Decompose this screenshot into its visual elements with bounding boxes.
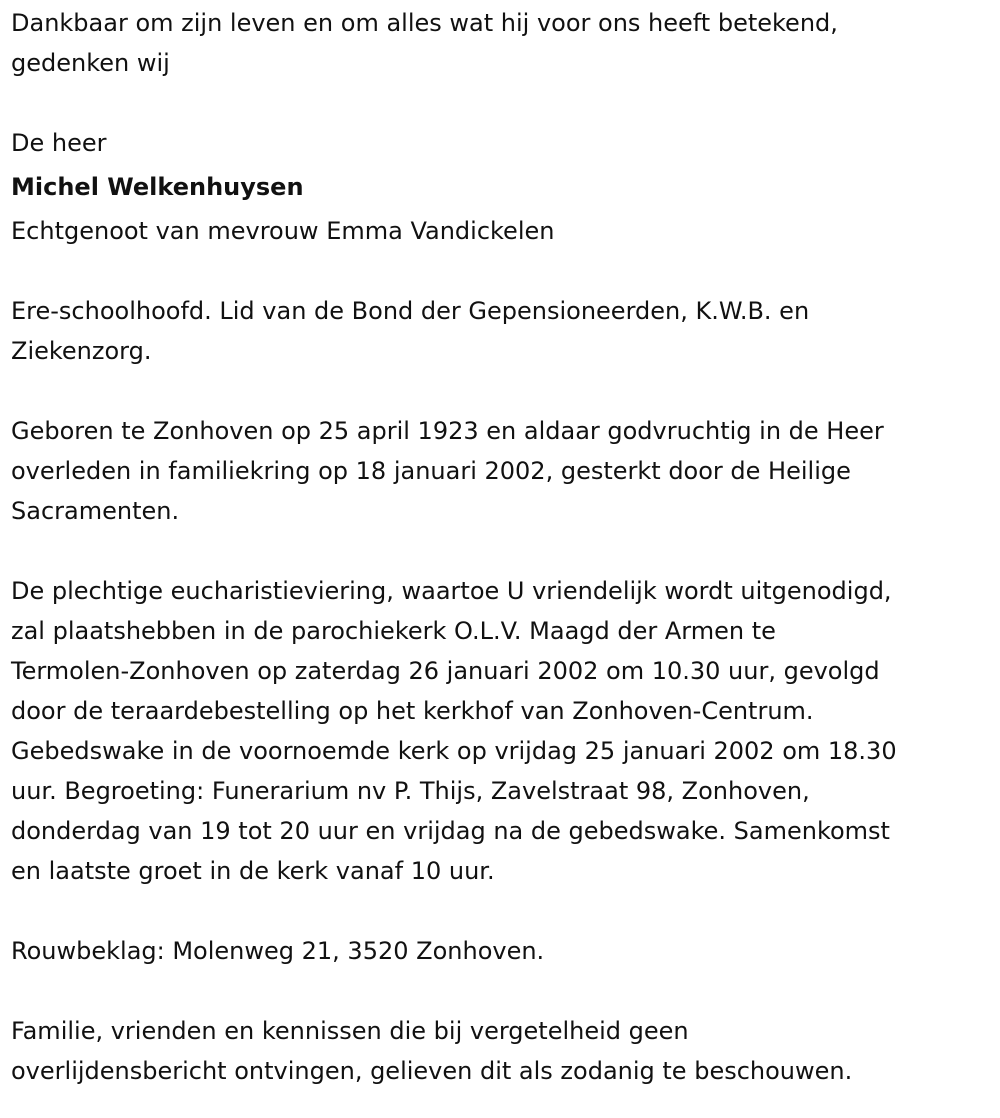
- condolence-address: Rouwbeklag: Molenweg 21, 3520 Zonhoven.: [11, 937, 545, 965]
- paragraph-gap: [11, 891, 996, 931]
- ceremony-paragraph: [11, 571, 996, 891]
- text-line: Geboren te Zonhoven op 25 april 1923 en aldaar godvruchtig in de Heer: [11, 417, 884, 445]
- text-line: en laatste groet in de kerk vanaf 10 uur.: [11, 857, 495, 885]
- text-line: overleden in familiekring op 18 januari 2002, gesterkt door de Heilige: [11, 457, 851, 485]
- text-line: gedenken wij: [11, 49, 170, 77]
- salutation: De heer: [11, 129, 107, 157]
- text-line: De plechtige eucharistieviering, waartoe U vriendelijk wordt uitgenodigd,: [11, 577, 892, 605]
- paragraph-gap: [11, 83, 996, 123]
- paragraph-gap: [11, 371, 996, 411]
- text-line: Gebedswake in de voornoemde kerk op vrijdag 25 januari 2002 om 18.30: [11, 737, 897, 765]
- text-line: Familie, vrienden en kennissen die bij vergetelheid geen: [11, 1017, 689, 1045]
- text-line: zal plaatshebben in de parochiekerk O.L.V. Maagd der Armen te: [11, 617, 776, 645]
- text-line: door de teraardebestelling op het kerkhof van Zonhoven-Centrum.: [11, 697, 814, 725]
- roles-paragraph: [11, 291, 996, 371]
- text-line: Termolen-Zonhoven op zaterdag 26 januari 2002 om 10.30 uur, gevolgd: [11, 657, 880, 685]
- text-line: Sacramenten.: [11, 497, 180, 525]
- text-line: Ziekenzorg.: [11, 337, 152, 365]
- closing-paragraph: [11, 1011, 996, 1091]
- paragraph-gap: [11, 531, 996, 571]
- text-line: Dankbaar om zijn leven en om alles wat hij voor ons heeft betekend,: [11, 9, 838, 37]
- paragraph-gap: [11, 251, 996, 291]
- spouse-line: Echtgenoot van mevrouw Emma Vandickelen: [11, 217, 555, 245]
- text-line: overlijdensbericht ontvingen, gelieven dit als zodanig te beschouwen.: [11, 1057, 853, 1085]
- text-line: uur. Begroeting: Funerarium nv P. Thijs, Zavelstraat 98, Zonhoven,: [11, 777, 810, 805]
- text-line: Ere-schoolhoofd. Lid van de Bond der Gepensioneerden, K.W.B. en: [11, 297, 810, 325]
- obituary-notice: [11, 3, 996, 1091]
- paragraph-gap: [11, 971, 996, 1011]
- text-line: donderdag van 19 tot 20 uur en vrijdag na de gebedswake. Samenkomst: [11, 817, 890, 845]
- deceased-name: Michel Welkenhuysen: [11, 173, 304, 201]
- birth-death-paragraph: [11, 411, 996, 531]
- intro-paragraph: [11, 3, 996, 83]
